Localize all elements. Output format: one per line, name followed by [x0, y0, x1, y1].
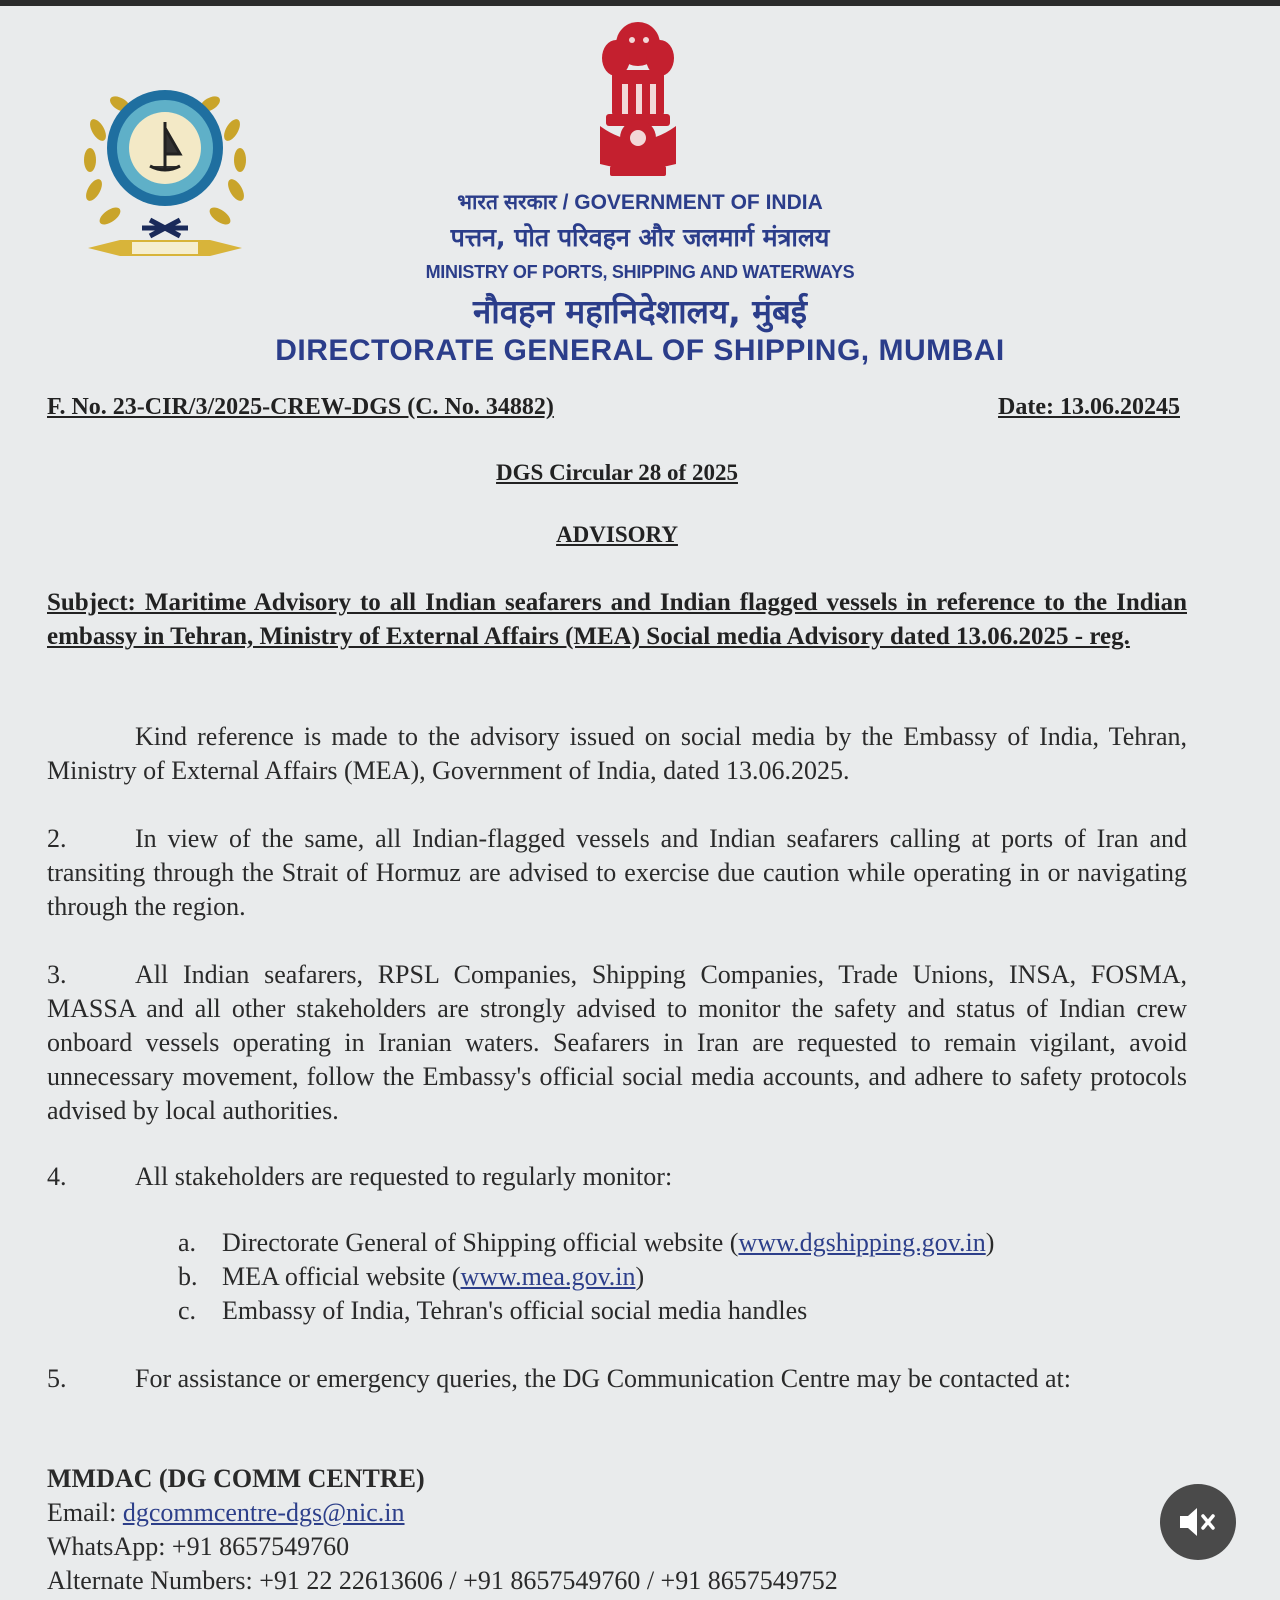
file-number: F. No. 23-CIR/3/2025-CREW-DGS (C. No. 34882): [47, 394, 554, 420]
mute-button[interactable]: [1160, 1484, 1236, 1560]
email-label: Email:: [47, 1498, 123, 1527]
paragraph-4-text: All stakeholders are requested to regularly monitor:: [135, 1162, 673, 1191]
ministry-hindi: पत्तन, पोत परिवहन और जलमार्ग मंत्रालय: [450, 223, 830, 252]
paragraph-5-text: For assistance or emergency queries, the DG Communication Centre may be contacted at:: [135, 1364, 1071, 1393]
list-text: Directorate General of Shipping official website (: [222, 1228, 739, 1257]
list-item: [178, 1226, 994, 1260]
contact-title: MMDAC (DG COMM CENTRE): [47, 1464, 425, 1493]
list-text: Embassy of India, Tehran's official social media handles: [222, 1296, 808, 1325]
subject-line: Subject: Maritime Advisory to all Indian seafarers and Indian flagged vessels in reference to the Indian embassy in Tehran, Ministry of External Affairs (MEA) Social media Advisory dated 13.06.2025 - reg.: [47, 589, 1187, 650]
paragraph-4-number: 4.: [47, 1162, 67, 1191]
list-close-paren: ): [985, 1228, 995, 1257]
circular-number: DGS Circular 28 of 2025: [496, 460, 738, 485]
email-link[interactable]: dgcommcentre-dgs@nic.in: [122, 1498, 405, 1527]
monitor-list: [178, 1226, 994, 1328]
list-item: [178, 1260, 994, 1294]
list-text: MEA official website (: [222, 1262, 461, 1291]
list-item: [178, 1294, 994, 1328]
contact-whatsapp: WhatsApp: +91 8657549760: [47, 1532, 350, 1561]
paragraph-5-number: 5.: [47, 1364, 67, 1393]
list-close-paren: ): [635, 1262, 645, 1291]
dgshipping-link[interactable]: www.dgshipping.gov.in: [738, 1228, 986, 1257]
paragraph-2-number: 2.: [47, 824, 67, 853]
government-line: भारत सरकार / GOVERNMENT OF INDIA: [457, 191, 823, 214]
list-letter: b.: [178, 1262, 198, 1291]
paragraph-1-text: Kind reference is made to the advisory issued on social media by the Embassy of India, Tehran, Ministry of External Affairs (MEA), Government of India, dated 13.06.2025.: [47, 722, 1187, 785]
contact-email-row: [47, 1496, 838, 1530]
advisory-heading: ADVISORY: [556, 522, 678, 547]
paragraph-2-text: In view of the same, all Indian-flagged vessels and Indian seafarers calling at ports of Iran and transiting through the Strait of Hormuz are advised to exercise due caution while operating in or navigating through the region.: [47, 824, 1187, 921]
paragraph-5: [47, 1362, 1187, 1396]
paragraph-4: [47, 1160, 1187, 1194]
paragraph-2: [47, 822, 1187, 924]
directorate-hindi: नौवहन महानिदेशालय, मुंबई: [472, 292, 808, 331]
list-letter: c.: [178, 1296, 197, 1325]
paragraph-3: [47, 958, 1187, 1128]
contact-alternate: Alternate Numbers: +91 22 22613606 / +91 8657549760 / +91 8657549752: [47, 1566, 838, 1595]
circular-date: Date: 13.06.20245: [998, 394, 1180, 420]
paragraph-3-number: 3.: [47, 960, 67, 989]
ministry-english: MINISTRY OF PORTS, SHIPPING AND WATERWAYS: [425, 262, 855, 282]
top-bar: [0, 0, 1280, 6]
contact-block: [47, 1462, 838, 1598]
national-emblem: [592, 14, 684, 182]
directorate-english: DIRECTORATE GENERAL OF SHIPPING, MUMBAI: [275, 334, 1005, 367]
paragraph-3-text: All Indian seafarers, RPSL Companies, Shipping Companies, Trade Unions, INSA, FOSMA, MASSA and all other stakeholders are strongly advised to monitor the safety and status of Indian crew onboard vessels operating in Iranian waters. Seafarers in Iran are requested to remain vigilant, avoid unnecessary movement, follow the Embassy's official social media accounts, and adhere to safety protocols advised by local authorities.: [47, 960, 1187, 1125]
mea-link[interactable]: www.mea.gov.in: [460, 1262, 636, 1291]
list-letter: a.: [178, 1228, 197, 1257]
speaker-muted-icon: [1178, 1504, 1218, 1540]
paragraph-1: [47, 720, 1187, 788]
